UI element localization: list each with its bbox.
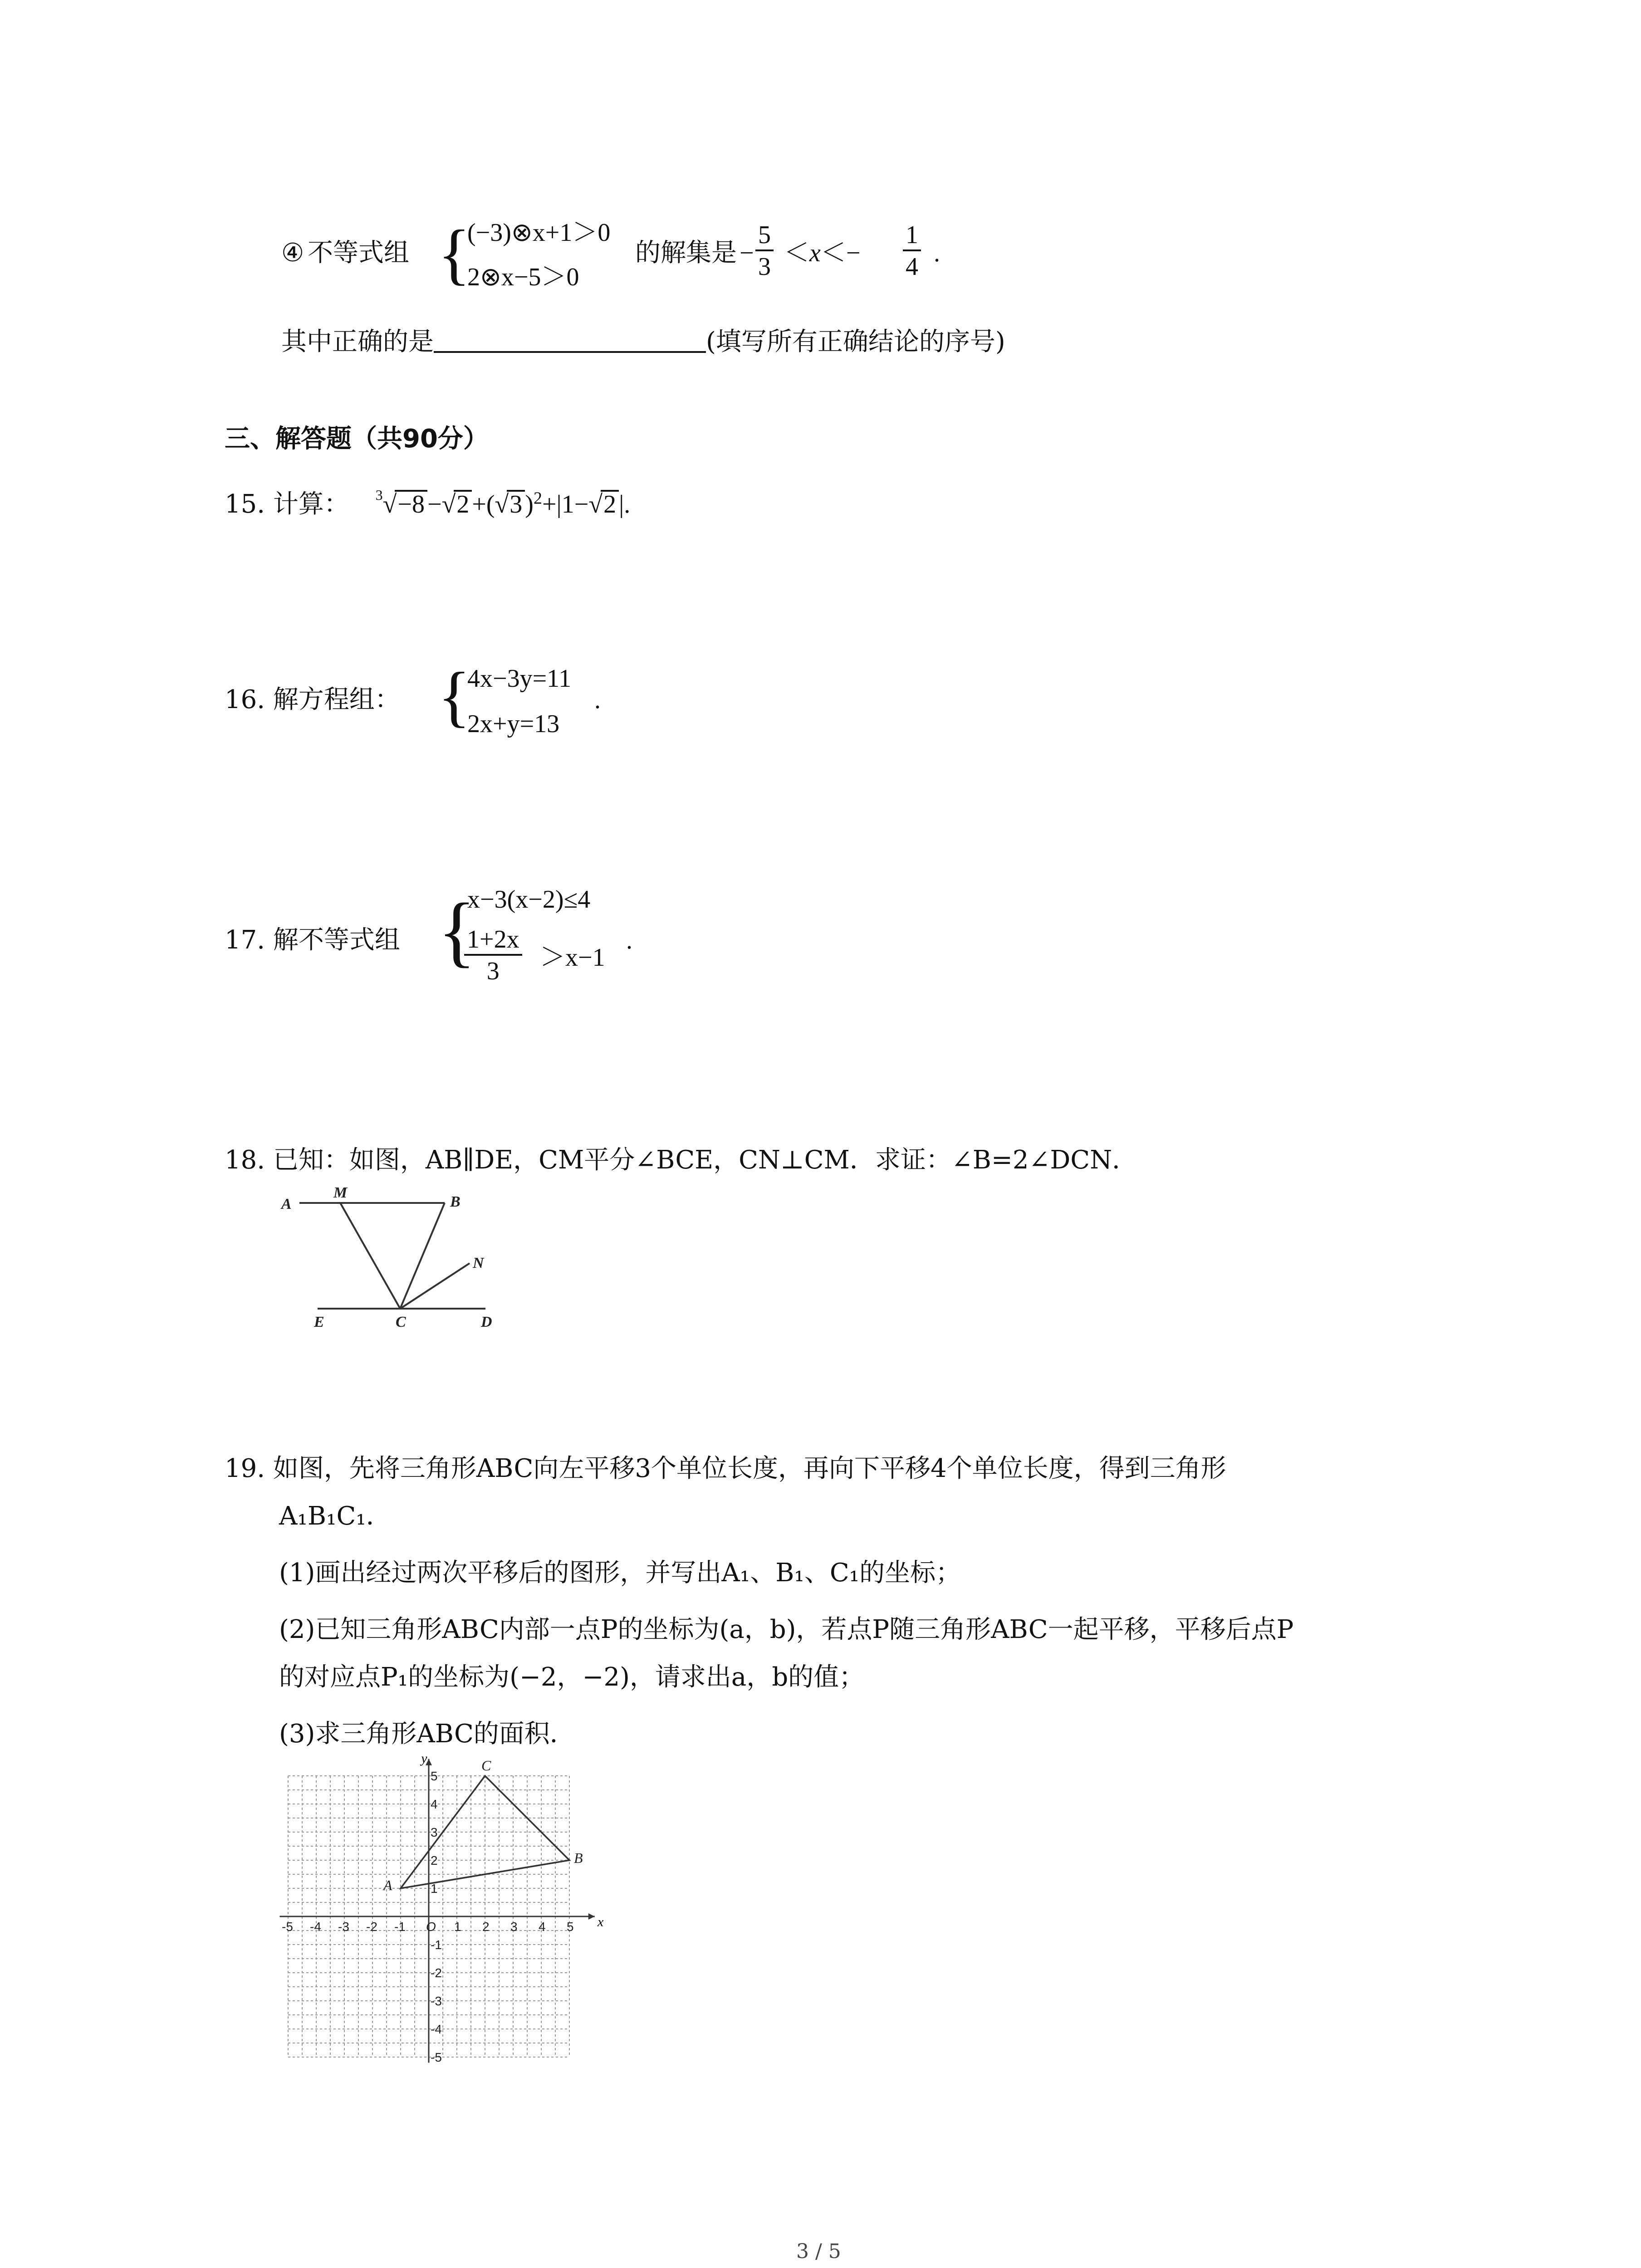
q14-period: . — [934, 239, 940, 267]
y-tick-label: 3 — [431, 1825, 438, 1839]
q18-label-d: D — [481, 1314, 492, 1329]
q14-answer-blank[interactable] — [434, 326, 706, 353]
q15 — [225, 488, 630, 517]
q19-line1: 19. 如图，先将三角形ABC向左平移3个单位长度，再向下平移4个单位长度，得到三角形 — [225, 1454, 1226, 1483]
vertex-label-b: B — [574, 1850, 583, 1866]
x-tick-label: O — [426, 1920, 436, 1934]
q18-label-e: E — [314, 1314, 324, 1329]
q18-label-b: B — [450, 1193, 460, 1210]
page-number: 3 / 5 — [796, 2240, 841, 2263]
q16-eq1: 4x−3y=11 — [467, 665, 572, 693]
q18-text: 18. 已知：如图，AB∥DE，CM平分∠BCE，CN⊥CM．求证：∠B=2∠DCN． — [225, 1145, 1138, 1175]
q18-seg-mc — [340, 1203, 400, 1309]
q16-eq2: 2x+y=13 — [467, 710, 560, 738]
q16-period: . — [594, 686, 601, 714]
q19-part1: (1)画出经过两次平移后的图形，并写出A₁、B₁、C₁的坐标； — [279, 1558, 961, 1588]
q19-coordinate-grid — [272, 1755, 617, 2082]
x-tick-label: 2 — [482, 1920, 490, 1934]
q19-part2-a: (2)已知三角形ABC内部一点P的坐标为(a，b)，若点P随三角形ABC一起平移，平移后点P — [279, 1615, 1294, 1644]
y-tick-label: -4 — [431, 2022, 442, 2036]
x-tick-label: 5 — [567, 1920, 574, 1934]
q14-system-line2: 2⊗x−5＞0 — [467, 263, 579, 291]
q14-frac2: $\frac{1}{4}$ — [903, 222, 921, 279]
q14-answer-line — [281, 326, 1005, 355]
x-tick-label: -2 — [366, 1920, 377, 1934]
q16-label: 16. 解方程组： — [225, 685, 400, 714]
q17-brace: { — [438, 887, 476, 975]
q16 — [225, 659, 678, 753]
x-tick-label: -5 — [282, 1920, 293, 1934]
x-tick-label: 1 — [454, 1920, 461, 1934]
q19-line2: A₁B₁C₁． — [279, 1501, 392, 1531]
x-tick-label: -1 — [394, 1920, 406, 1934]
q14-system-line1: (−3)⊗x+1＞0 — [467, 219, 611, 247]
q19-part3: (3)求三角形ABC的面积． — [279, 1719, 575, 1749]
q14-lt1: ＜x＜− — [784, 239, 861, 267]
y-tick-label: 5 — [431, 1769, 438, 1783]
q17-frac: $\frac{1+2x}{3}$ — [464, 927, 522, 984]
y-tick-label: -1 — [431, 1938, 442, 1952]
y-tick-label: 4 — [431, 1797, 438, 1811]
q14-answer-prefix: 其中正确的是 — [281, 327, 434, 357]
q14-mid: 的解集是 — [635, 238, 737, 268]
q14-frac1: $\frac{5}{3}$ — [755, 222, 774, 279]
q14-marker: ④ — [281, 238, 304, 268]
q14-answer-suffix: (填写所有正确结论的序号) — [706, 327, 1005, 357]
q17-period: . — [626, 926, 632, 954]
x-tick-label: 4 — [539, 1920, 546, 1934]
y-tick-label: 1 — [431, 1882, 438, 1896]
vertex-label-a: A — [383, 1877, 392, 1893]
q15-label: 15. 计算： — [225, 489, 349, 519]
q17-ineq1: x−3(x−2)≤4 — [467, 885, 591, 914]
q17 — [225, 887, 769, 1009]
q17-ineq2-rest: ＞x−1 — [540, 943, 605, 972]
x-tick-label: -3 — [338, 1920, 349, 1934]
y-axis-label: y — [421, 1755, 427, 1766]
q18-label-m: M — [333, 1184, 348, 1201]
q19-part2-b: 的对应点P₁的坐标为(−2，−2)，请求出a，b的值； — [279, 1662, 865, 1692]
q18-figure — [272, 1184, 517, 1329]
y-tick-label: 2 — [431, 1853, 438, 1867]
q18-label-n: N — [473, 1255, 484, 1271]
q17-label: 17. 解不等式组 — [225, 925, 400, 955]
x-axis-arrow — [588, 1913, 595, 1920]
vertex-label-c: C — [481, 1757, 491, 1774]
x-axis-label: x — [598, 1914, 604, 1930]
q14-lead: 不等式组 — [308, 238, 409, 268]
x-tick-label: -4 — [310, 1920, 321, 1934]
q14-brace: { — [438, 216, 470, 292]
x-tick-label: 3 — [510, 1920, 518, 1934]
q18-label-a: A — [281, 1196, 292, 1212]
q15-expression: $^3$√−8 −√2 +(√3 )$^2$+|1−√2 |. — [375, 487, 631, 518]
section3-heading: 三、解答题（共90分） — [225, 424, 489, 454]
q16-brace: { — [438, 659, 470, 734]
q14-minus1: − — [740, 239, 754, 267]
y-tick-label: -3 — [431, 1994, 442, 2008]
y-tick-label: -5 — [431, 2050, 442, 2064]
q18-seg-bc — [400, 1203, 445, 1309]
y-tick-label: -2 — [431, 1966, 442, 1980]
q18-label-c: C — [396, 1314, 406, 1329]
